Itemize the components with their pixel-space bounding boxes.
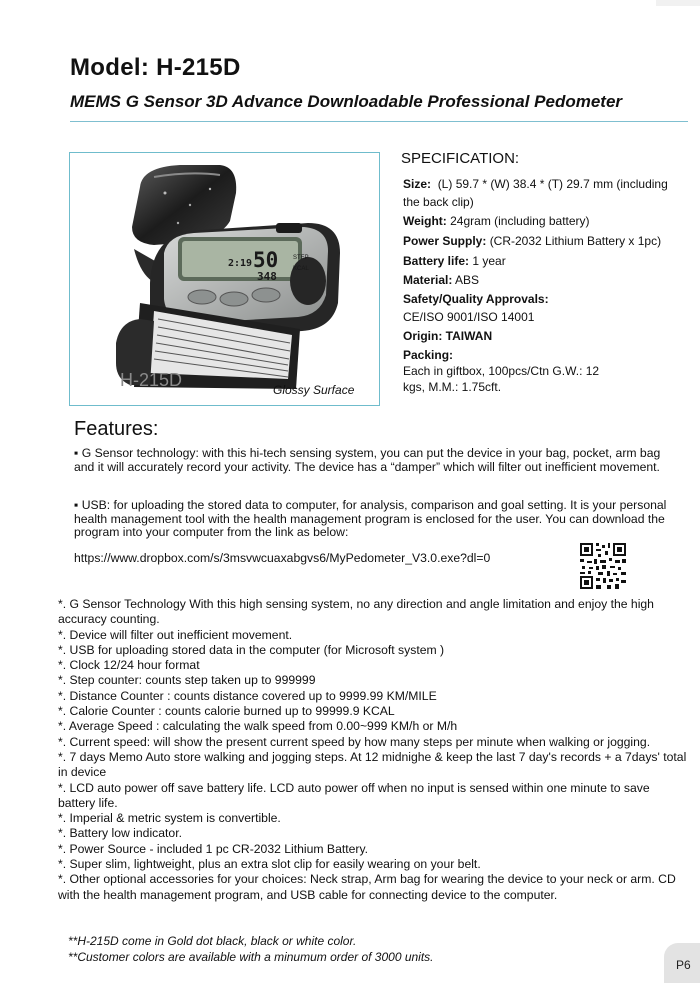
spec-label: Battery life: (403, 254, 470, 268)
spec-value: (L) 59.7 * (W) 38.4 * (T) 29.7 mm (including the back clip) (403, 177, 668, 209)
spec-label: Weight: (403, 214, 447, 228)
corner-mark (656, 0, 700, 6)
list-item: *. 7 days Memo Auto store walking and jogging steps. At 12 midnighe & keep the last 7 day's records + a 7days' total in device (58, 749, 687, 780)
list-item: *. Step counter: counts step taken up to 999999 (58, 673, 316, 688)
list-item: *. Average Speed : calculating the walk speed from 0.00~999 KM/h or M/h (58, 719, 458, 734)
lcd-kcal-label: KCAL (293, 266, 309, 272)
spec-label: Material: (403, 273, 453, 287)
spec-value: TAIWAN (445, 329, 493, 343)
spec-value: ABS (455, 273, 480, 287)
features-heading: Features: (74, 418, 159, 440)
title-divider (70, 121, 688, 122)
spec-value: (CR-2032 Lithium Battery x 1pc) (489, 234, 662, 248)
list-item: *. USB for uploading stored data in the computer (for Microsoft system ) (58, 642, 445, 657)
list-item: *. Clock 12/24 hour format (58, 658, 200, 673)
spec-battery-life (403, 252, 668, 270)
lcd-second-reading: 348 (257, 270, 277, 283)
list-item: *. Battery low indicator. (58, 826, 182, 841)
spec-label: Size: (403, 177, 432, 191)
feature-usb: ▪ USB: for uploading the stored data to computer, for analysis, comparison and goal setting. It is your personal health management tool with the health management program is enclosed for the user. You can download the program into your computer from the link as below: (74, 498, 667, 539)
spec-value: 1 year (472, 254, 506, 268)
spec-label: Origin: (403, 329, 443, 343)
spec-size (403, 175, 668, 211)
lcd-main-reading: 50 (253, 248, 279, 272)
spec-label: Packing: (403, 348, 454, 362)
list-item: *. Current speed: will show the present current speed by how many steps per minute when walking or jogging. (58, 734, 651, 749)
list-item: *. LCD auto power off save battery life. LCD auto power off when no input is sensed within one minute to save battery life. (58, 780, 650, 810)
spec-origin (403, 327, 668, 345)
list-item: *. Super slim, lightweight, plus an extra slot clip for easily wearing on your belt. (58, 857, 481, 872)
note-custom-colors: **Customer colors are available with a minumum order of 3000 units. (68, 949, 434, 964)
list-item: *. Calorie Counter : counts calorie burned up to 99999.9 KCAL (58, 704, 395, 719)
spec-label: Power Supply: (403, 234, 487, 248)
feature-gsensor: ▪ G Sensor technology: with this hi-tech sensing system, you can put the device in your bag, pocket, arm bag and it will accurately record your activity. The device has a “damper” which will filter out inefficient movement. (74, 446, 661, 474)
list-item: *. Imperial & metric system is convertible. (58, 811, 281, 826)
lcd-step-label: STEP (293, 255, 309, 261)
list-item: *. Power Source - included 1 pc CR-2032 Lithium Battery. (58, 841, 369, 856)
list-item: *. Other optional accessories for your choices: Neck strap, Arm bag for wearing the device to your neck or arm. CD with the health management program, and USB cable for connecting device to the computer. (58, 872, 676, 902)
color-notes (68, 934, 434, 965)
lcd-clock-reading: 2:19 (228, 258, 253, 269)
photo-model-label: H-215D (120, 370, 183, 390)
specification-list (403, 175, 668, 396)
spec-value: CE/ISO 9001/ISO 14001 (403, 310, 535, 324)
page-title: Model: H-215D (70, 54, 241, 81)
download-link[interactable]: https://www.dropbox.com/s/3msvwcuaxabgvs6/MyPedometer_V3.0.exe?dl=0 (74, 551, 491, 565)
spec-approvals (403, 290, 668, 326)
qr-code-icon (580, 543, 626, 589)
note-colors: **H-215D come in Gold dot black, black or white color. (68, 934, 357, 948)
list-item: *. Device will filter out inefficient movement. (58, 627, 293, 642)
feature-list (58, 597, 688, 903)
spec-value: 24gram (including battery) (450, 214, 590, 228)
page-number: P6 (676, 958, 691, 972)
page-subtitle: MEMS G Sensor 3D Advance Downloadable Professional Pedometer (70, 92, 623, 111)
specification-heading: SPECIFICATION: (401, 150, 520, 167)
product-photo (69, 152, 380, 406)
pedometer-illustration (70, 153, 380, 406)
spec-packing (403, 347, 668, 395)
spec-power-supply (403, 231, 668, 251)
spec-material (403, 271, 668, 289)
spec-weight (403, 212, 668, 230)
spec-value: Each in giftbox, 100pcs/Ctn G.W.: 12 kgs, M.M.: 1.75cft. (403, 364, 600, 394)
list-item: *. G Sensor Technology With this high sensing system, no any direction and angle limitation and enjoy the high accuracy counting. (58, 597, 654, 627)
photo-caption: Glossy Surface (273, 383, 355, 397)
spec-label: Safety/Quality Approvals: (403, 292, 549, 306)
list-item: *. Distance Counter : counts distance covered up to 9999.99 KM/MILE (58, 688, 437, 703)
